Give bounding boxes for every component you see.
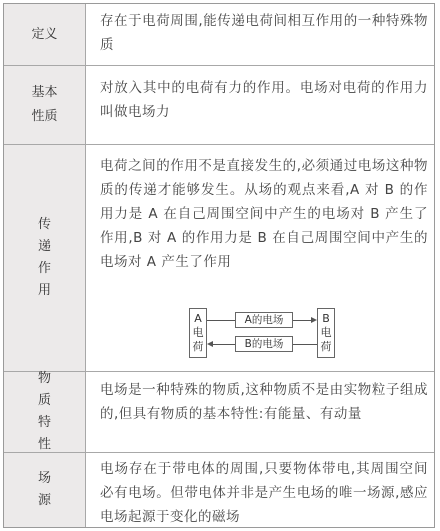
row-label: 基本性质 <box>4 66 86 144</box>
concept-table <box>3 3 435 528</box>
table-row-definition <box>4 4 434 65</box>
field-interaction-diagram <box>189 308 339 362</box>
row-label: 物质特性 <box>4 372 86 452</box>
charge-a-box: A电荷 <box>189 308 207 358</box>
row-text: 电场存在于带电体的周围,只要物体带电,其周围空间必有电场。但带电体并非是产生电场的唯一场源,感应电场起源于变化的磁场 <box>100 461 428 525</box>
table-row-basic-property <box>4 65 434 144</box>
connector-line <box>207 320 235 321</box>
row-label: 定义 <box>4 4 86 65</box>
connector-line <box>213 344 235 345</box>
row-text: 存在于电荷周围,能传递电荷间相互作用的一种特殊物质 <box>100 13 428 53</box>
charge-b-box: B电荷 <box>317 308 335 358</box>
table-row-field-source <box>4 452 434 527</box>
row-text: 电荷之间的作用不是直接发生的,必须通过电场这种物质的传递才能够发生。从场的观点来看,A 对 B 的作用力是 A 在自己周围空间中产生的电场对 B 产生了作用,B 对 A 的作用力是 B 在自己周围空间中产生的电场对 A 产生了作用 <box>100 158 428 270</box>
arrow-right-icon <box>311 317 317 323</box>
row-text: 对放入其中的电荷有力的作用。电场对电荷的作用力叫做电场力 <box>100 80 428 120</box>
table-row-material-property <box>4 371 434 452</box>
connector-line <box>293 344 317 345</box>
row-text: 电场是一种特殊的物质,这种物质不是由实物粒子组成的,但具有物质的基本特性:有能量、有动量 <box>100 382 428 422</box>
b-field-label: B的电场 <box>235 336 293 352</box>
row-label: 传递作用 <box>4 145 86 371</box>
connector-line <box>293 320 311 321</box>
row-label: 场源 <box>4 453 86 527</box>
a-field-label: A的电场 <box>235 312 293 328</box>
